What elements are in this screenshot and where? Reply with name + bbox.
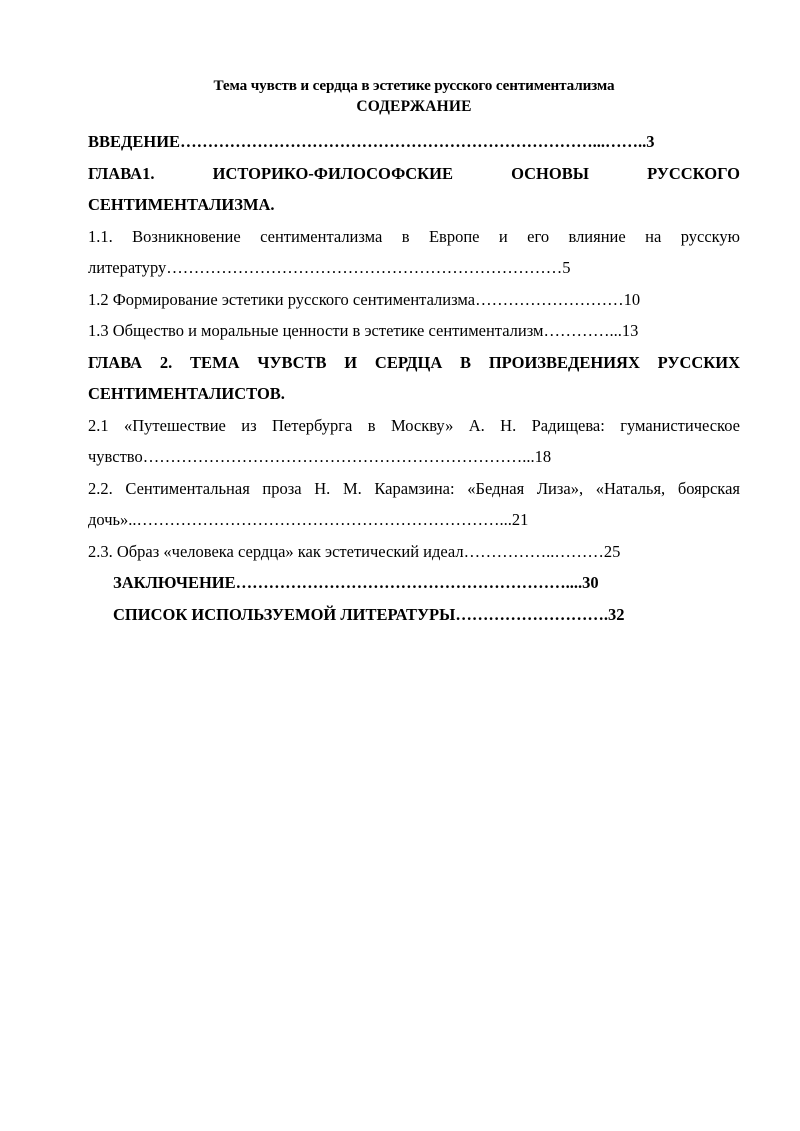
- toc-entry-page-number: 10: [623, 289, 641, 309]
- toc-entry-introduction[interactable]: [88, 126, 740, 158]
- toc-entry-leader-and-page: [143, 447, 551, 466]
- toc-entry-dot-leader: ……………………………………………………....: [235, 573, 583, 592]
- toc-entry-dot-leader: ..…………………………………………………………...: [128, 510, 512, 529]
- toc-entry-label: 2.1 «Путешествие из Петербурга в Москву» А. Н. Радищева: гуманистическое чувство: [88, 415, 740, 466]
- toc-entry-section-2-2[interactable]: [88, 473, 740, 536]
- toc-entry-section-2-3[interactable]: [88, 536, 740, 568]
- toc-entry-page-number: 21: [511, 510, 529, 529]
- toc-entry-label: ГЛАВА1. ИСТОРИКО-ФИЛОСОФСКИЕ ОСНОВЫ РУССКОГО СЕНТИМЕНТАЛИЗМА.: [88, 163, 740, 214]
- toc-entry-dot-leader: ……………………….: [455, 604, 608, 624]
- toc-entry-leader-and-page: [464, 542, 621, 561]
- toc-entry-label: ВВЕДЕНИЕ: [88, 132, 181, 151]
- toc-entry-label: 2.2. Сентиментальная проза Н. М. Карамзина: «Бедная Лиза», «Наталья, боярская дочь»: [88, 478, 740, 529]
- toc-entry-leader-and-page: [475, 290, 640, 309]
- toc-entry-chapter-1[interactable]: [88, 158, 740, 221]
- toc-entry-label: ГЛАВА 2. ТЕМА ЧУВСТВ И СЕРДЦА В ПРОИЗВЕДЕНИЯХ РУССКИХ СЕНТИМЕНТАЛИСТОВ.: [88, 352, 740, 403]
- toc-entry-dot-leader: ………………………: [475, 289, 624, 309]
- toc-entry-page-number: 13: [621, 321, 639, 340]
- toc-entry-dot-leader: ………………………………………………………………: [166, 258, 563, 277]
- toc-entry-page-number: 3: [646, 132, 655, 151]
- toc-entry-leader-and-page: [236, 573, 599, 592]
- toc-entry-dot-leader: ……………………………………………………………...: [142, 447, 535, 466]
- toc-entry-label: 2.3. Образ «человека сердца» как эстетический идеал: [88, 541, 464, 561]
- toc-entry-leader-and-page: [455, 605, 624, 624]
- toc-entry-conclusion[interactable]: [113, 567, 740, 599]
- toc-entry-label: 1.2 Формирование эстетики русского сентиментализма: [88, 289, 476, 309]
- toc-entry-label: 1.1. Возникновение сентиментализма в Европе и его влияние на русскую литературу: [88, 226, 740, 277]
- toc-entry-label: 1.3 Общество и моральные ценности в эстетике сентиментализм: [88, 321, 544, 340]
- toc-entry-dot-leader: …………………………………………………………………...……..: [180, 132, 647, 151]
- toc-entry-leader-and-page: [128, 510, 528, 529]
- toc-entry-bibliography[interactable]: [113, 599, 740, 631]
- toc-entry-section-1-3[interactable]: [88, 315, 740, 347]
- toc-entry-section-1-1[interactable]: [88, 221, 740, 284]
- toc-entry-label: СПИСОК ИСПОЛЬЗУЕМОЙ ЛИТЕРАТУРЫ: [113, 604, 456, 624]
- toc-entry-dot-leader: …………...: [543, 321, 622, 340]
- toc-entry-page-number: 30: [582, 573, 599, 592]
- page-title: Тема чувств и сердца в эстетике русского сентиментализма: [213, 77, 615, 94]
- toc-entry-page-number: 25: [603, 541, 621, 561]
- toc-entry-label: ЗАКЛЮЧЕНИЕ: [113, 573, 236, 592]
- table-of-contents: [88, 126, 740, 630]
- toc-entry-section-1-2[interactable]: [88, 284, 740, 316]
- table-of-contents-heading: СОДЕРЖАНИЕ: [356, 98, 472, 115]
- toc-entry-dot-leader: ……………..………: [463, 541, 604, 561]
- toc-entry-leader-and-page: [543, 321, 638, 340]
- toc-entry-page-number: 18: [534, 447, 552, 466]
- toc-entry-leader-and-page: [166, 258, 570, 277]
- document-heading-block: [88, 76, 740, 118]
- toc-entry-page-number: 32: [607, 604, 625, 624]
- toc-entry-section-2-1[interactable]: [88, 410, 740, 473]
- toc-entry-leader-and-page: [180, 132, 654, 151]
- toc-entry-page-number: 5: [562, 258, 571, 277]
- toc-entry-chapter-2[interactable]: [88, 347, 740, 410]
